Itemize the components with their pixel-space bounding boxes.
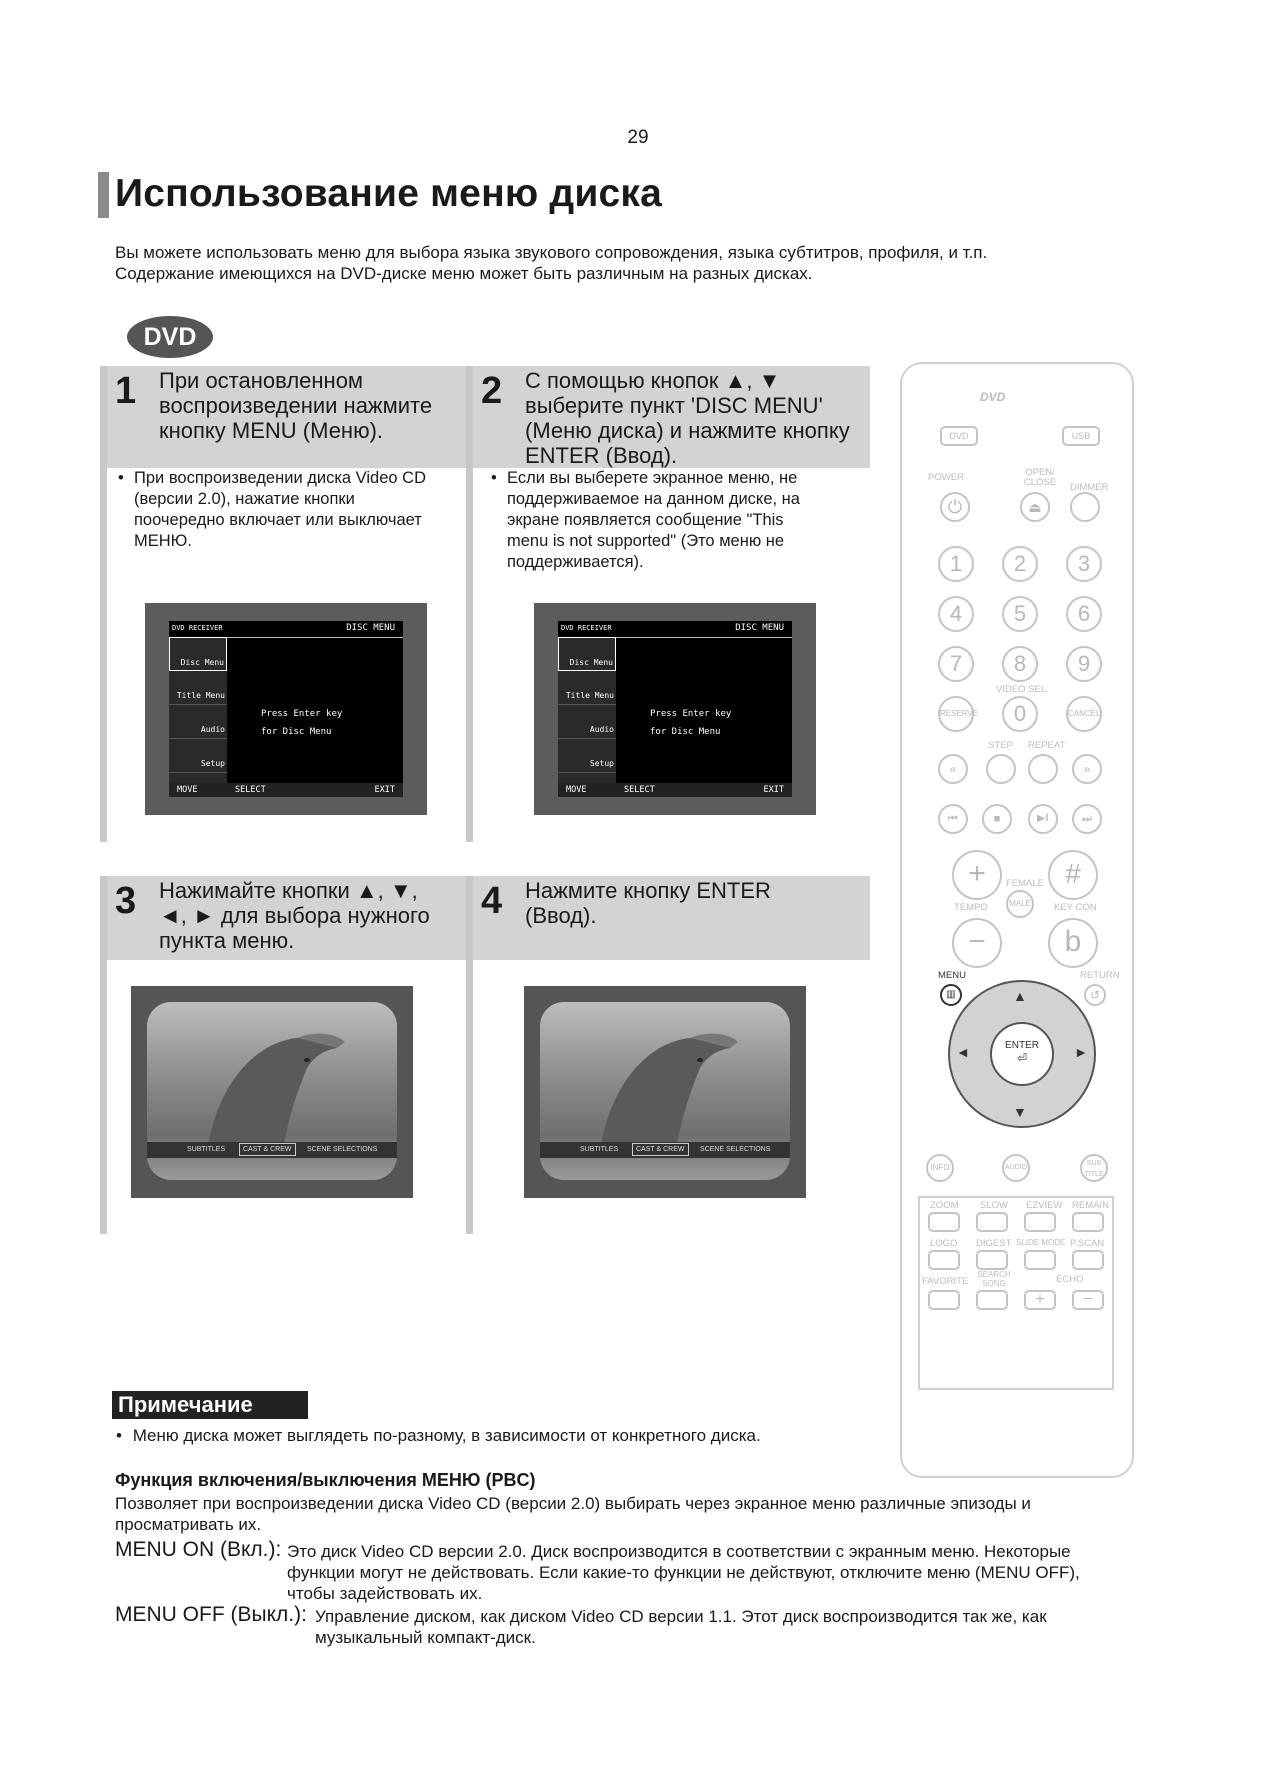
menu-on-line: Это диск Video CD версии 2.0. Диск воспроизводится в соответствии с экранным меню. Некоторые (287, 1542, 1071, 1561)
pbc-title: Функция включения/выключения МЕНЮ (PBC) (115, 1470, 536, 1490)
menu-strip-item: SCENE SELECTIONS (307, 1146, 378, 1153)
intro-line: Вы можете использовать меню для выбора языка звукового сопровождения, языка субтитров, профиля, и т.п. (115, 243, 988, 262)
slide-mode-button[interactable] (1024, 1250, 1056, 1270)
next-icon[interactable]: ⏭ (1072, 804, 1102, 834)
step-text (159, 368, 432, 443)
step-text (525, 878, 771, 928)
menu-label: MENU (938, 970, 966, 981)
step-2-header (473, 366, 870, 468)
step-line: (Меню диска) и нажмите кнопку (525, 418, 850, 443)
fast-forward-icon[interactable]: » (1072, 754, 1102, 784)
bullet-line: экране появляется сообщение "This (507, 511, 784, 529)
subtitle-button[interactable]: SUB TITLE (1080, 1154, 1108, 1182)
tv-message-line: for Disc Menu (650, 727, 721, 737)
note-heading: Примечание (112, 1391, 308, 1419)
dimmer-label: DIMMER (1070, 482, 1109, 493)
ezview-button[interactable] (1024, 1212, 1056, 1232)
tv-screen (558, 621, 792, 797)
tv-footer-item: MOVE (177, 785, 198, 795)
down-arrow-icon[interactable]: ▼ (1013, 1104, 1027, 1120)
dimmer-button[interactable] (1070, 492, 1100, 522)
play-pause-icon[interactable]: ▶ǁ (1028, 804, 1058, 834)
step-text (159, 878, 430, 953)
digit-3-button[interactable]: 3 (1066, 546, 1102, 582)
step-number: 4 (481, 880, 503, 922)
return-label: RETURN (1080, 970, 1120, 981)
audio-button[interactable]: AUDIO (1002, 1154, 1030, 1182)
remote-logo: DVD (980, 390, 1006, 404)
stop-icon[interactable]: ■ (982, 804, 1012, 834)
enter-icon: ⏎ (1016, 1051, 1028, 1065)
tv-side-menu (169, 637, 227, 783)
step-text (525, 368, 850, 468)
dvd-badge: DVD (127, 316, 213, 358)
bullet-line: поддерживаемое на данном диске, на (507, 490, 800, 508)
search-song-label: SEARCH SONG (977, 1270, 1011, 1288)
logo-button[interactable] (928, 1250, 960, 1270)
step-number: 2 (481, 370, 503, 412)
tv-screen (169, 621, 403, 797)
enter-label: ENTER (1005, 1040, 1039, 1051)
tv-footer-item: MOVE (566, 785, 587, 795)
step-line: Нажимайте кнопки ▲, ▼, (159, 878, 418, 903)
right-arrow-icon[interactable]: ► (1074, 1044, 1088, 1060)
tv-message-line: Press Enter key (650, 709, 732, 719)
step-2-bullet (491, 468, 867, 573)
bullet-line: поддерживается). (507, 553, 644, 571)
bullet-line: поочередно включает или выключает (134, 511, 422, 529)
step-line: Нажмите кнопку ENTER (525, 878, 771, 903)
step-line: ◄, ► для выбора нужного (159, 903, 430, 928)
bullet-dot: • (491, 469, 497, 487)
menu-strip-item: SUBTITLES (580, 1146, 619, 1153)
eject-button[interactable]: ⏏ (1020, 492, 1050, 522)
step-4-header (473, 876, 870, 960)
tv-footer (169, 783, 403, 797)
dvd-menu-strip (540, 1142, 790, 1158)
menu-strip-item: SCENE SELECTIONS (700, 1146, 771, 1153)
tv-message (261, 705, 342, 741)
menu-strip-item: CAST & CREW (632, 1143, 689, 1156)
plus-icon[interactable]: + (952, 850, 1002, 900)
tv-side-item: Disc Menu (169, 637, 227, 671)
digest-button[interactable] (976, 1250, 1008, 1270)
rewind-icon[interactable]: « (938, 754, 968, 784)
logo-label: LOGO (930, 1238, 958, 1249)
tv-message (650, 705, 731, 741)
menu-off-line: музыкальный компакт-диск. (315, 1628, 536, 1647)
female-label: FEMALE (1006, 878, 1045, 889)
title-accent-bar (98, 172, 109, 218)
pscan-label: P.SCAN (1070, 1238, 1105, 1249)
digit-8-button[interactable]: 8 (1002, 646, 1038, 682)
tv-message-line: Press Enter key (261, 709, 343, 719)
remain-button[interactable] (1072, 1212, 1104, 1232)
menu-on-line: функции могут не действовать. Если какие-то функции не действуют, отключите меню (MENU OFF), (287, 1563, 1080, 1582)
repeat-label: REPEAT (1028, 740, 1066, 751)
note-bullet-text: Меню диска может выглядеть по-разному, в зависимости от конкретного диска. (132, 1426, 761, 1445)
tv-header-left: DVD RECEIVER (561, 624, 612, 632)
step-line: С помощью кнопок ▲, ▼ (525, 368, 781, 393)
navigation-pad[interactable] (948, 980, 1096, 1128)
tv-header (558, 621, 792, 638)
menu-off-term: MENU OFF (Выкл.): (115, 1603, 307, 1626)
tv-side-item: Title Menu (558, 671, 616, 705)
step-line: выберите пункт 'DISC MENU' (525, 393, 823, 418)
menu-button[interactable]: ▥ (940, 984, 962, 1006)
tempo-label: TEMPO (954, 902, 988, 913)
step-line: пункта меню. (159, 928, 295, 953)
menu-on-term: MENU ON (Вкл.): (115, 1538, 282, 1561)
pbc-description (115, 1493, 1031, 1535)
tv-header-right: DISC MENU (735, 623, 784, 633)
power-button[interactable]: ⏻ (940, 492, 970, 522)
step-line: воспроизведении нажмите (159, 393, 433, 418)
bullet-dot: • (116, 1426, 122, 1445)
step-line: При остановленном (159, 368, 364, 393)
tv-footer-item: SELECT (235, 785, 266, 795)
function-button-panel (918, 1196, 1114, 1390)
step-number: 3 (115, 880, 137, 922)
step-number: 1 (115, 370, 137, 412)
dolphin-photo (540, 1002, 790, 1180)
bullet-line: МЕНЮ. (134, 532, 192, 550)
male-button[interactable]: MALE (1006, 890, 1034, 918)
reserve-button[interactable]: RESERVE (938, 696, 974, 732)
info-button[interactable]: INFO (926, 1154, 954, 1182)
bullet-line: При воспроизведении диска Video CD (134, 469, 426, 487)
slide-mode-label: SLIDE MODE (1016, 1238, 1066, 1247)
minus-icon[interactable]: − (952, 918, 1002, 968)
sharp-icon[interactable]: # (1048, 850, 1098, 900)
step-line: ENTER (Ввод). (525, 443, 678, 468)
zoom-button[interactable] (928, 1212, 960, 1232)
power-label: POWER (928, 472, 964, 483)
column-rule (466, 366, 473, 842)
digit-7-button[interactable]: 7 (938, 646, 974, 682)
video-sel-label: VIDEO SEL. (996, 684, 1049, 695)
step-1-bullet (118, 468, 464, 552)
step-button[interactable] (986, 754, 1016, 784)
tv-side-item: Setup (558, 739, 616, 773)
tv-footer (558, 783, 792, 797)
menu-off-line: Управление диском, как диском Video CD версии 1.1. Этот диск воспроизводится так же, как (315, 1607, 1047, 1626)
column-rule (100, 366, 107, 842)
digit-1-button[interactable]: 1 (938, 546, 974, 582)
search-song-button[interactable] (976, 1290, 1008, 1310)
zoom-label: ZOOM (930, 1200, 959, 1211)
tv-footer-item: EXIT (763, 785, 784, 795)
key-con-label: KEY CON (1054, 902, 1097, 913)
tv-header-right: DISC MENU (346, 623, 395, 633)
step-label: STEP (988, 740, 1013, 751)
remote-control (900, 362, 1134, 1478)
slow-label: SLOW (980, 1200, 1008, 1211)
menu-off-description (315, 1606, 1047, 1648)
tv-header (169, 621, 403, 638)
tv-footer-item: EXIT (374, 785, 395, 795)
bullet-line: (версии 2.0), нажатие кнопки (134, 490, 355, 508)
menu-on-description (287, 1541, 1080, 1604)
bullet-dot: • (118, 469, 124, 487)
digit-6-button[interactable]: 6 (1066, 596, 1102, 632)
bullet-line: Если вы выберете экранное меню, не (507, 469, 798, 487)
left-arrow-icon[interactable]: ◄ (956, 1044, 970, 1060)
echo-label: ECHO (1056, 1274, 1084, 1285)
ezview-label: EZVIEW (1026, 1200, 1063, 1211)
disc-menu-screenshot (145, 603, 427, 815)
favorite-button[interactable] (928, 1290, 960, 1310)
pscan-button[interactable] (1072, 1250, 1104, 1270)
step-3-header (107, 876, 466, 960)
tv-side-item: Audio (558, 705, 616, 739)
bullet-line: menu is not supported" (Это меню не (507, 532, 785, 550)
dvd-menu-strip (147, 1142, 397, 1158)
dolphin-screenshot (131, 986, 413, 1198)
usb-mode-button[interactable]: USB (1062, 426, 1100, 446)
repeat-button[interactable] (1028, 754, 1058, 784)
tv-footer-item: SELECT (624, 785, 655, 795)
step-line: кнопку MENU (Меню). (159, 418, 384, 443)
note-bullet (116, 1425, 761, 1446)
digit-0-button[interactable]: 0 (1002, 696, 1038, 732)
digit-4-button[interactable]: 4 (938, 596, 974, 632)
disc-menu-screenshot (534, 603, 816, 815)
tv-side-menu (558, 637, 616, 783)
digest-label: DIGEST (976, 1238, 1012, 1249)
enter-button[interactable] (990, 1022, 1054, 1086)
echo-plus-icon[interactable]: + (1024, 1290, 1056, 1310)
digit-5-button[interactable]: 5 (1002, 596, 1038, 632)
digit-2-button[interactable]: 2 (1002, 546, 1038, 582)
tv-side-item: Audio (169, 705, 227, 739)
favorite-label: FAVORITE (922, 1276, 969, 1287)
dolphin-screenshot (524, 986, 806, 1198)
flat-icon[interactable]: b (1048, 918, 1098, 968)
pbc-desc-line: просматривать их. (115, 1515, 262, 1534)
pbc-desc-line: Позволяет при воспроизведении диска Video CD (версии 2.0) выбирать через экранное меню различные эпизоды и (115, 1494, 1031, 1513)
open-close-label: OPEN/ CLOSE (1023, 467, 1057, 488)
dolphin-photo (147, 1002, 397, 1180)
dvd-mode-button[interactable]: DVD (940, 426, 978, 446)
step-line: (Ввод). (525, 903, 597, 928)
digit-9-button[interactable]: 9 (1066, 646, 1102, 682)
column-rule (100, 876, 107, 1234)
up-arrow-icon[interactable]: ▲ (1013, 988, 1027, 1004)
slow-button[interactable] (976, 1212, 1008, 1232)
intro-line: Содержание имеющихся на DVD-диске меню может быть различным на разных дисках. (115, 264, 813, 283)
menu-on-line: чтобы задействовать их. (287, 1584, 483, 1603)
page-number: 29 (627, 127, 649, 148)
step-1-header (107, 366, 466, 468)
cancel-button[interactable]: CANCEL (1066, 696, 1102, 732)
echo-minus-icon[interactable]: − (1072, 1290, 1104, 1310)
page-title: Использование меню диска (115, 172, 662, 215)
tv-side-item: Title Menu (169, 671, 227, 705)
tv-side-item: Disc Menu (558, 637, 616, 671)
return-icon[interactable]: ↺ (1084, 984, 1106, 1006)
intro-text (115, 242, 1115, 284)
menu-strip-item: CAST & CREW (239, 1143, 296, 1156)
column-rule (466, 876, 473, 1234)
remain-label: REMAIN (1072, 1200, 1109, 1211)
prev-icon[interactable]: ⏮ (938, 804, 968, 834)
tv-message-line: for Disc Menu (261, 727, 332, 737)
tv-header-left: DVD RECEIVER (172, 624, 223, 632)
tv-side-item: Setup (169, 739, 227, 773)
menu-strip-item: SUBTITLES (187, 1146, 226, 1153)
